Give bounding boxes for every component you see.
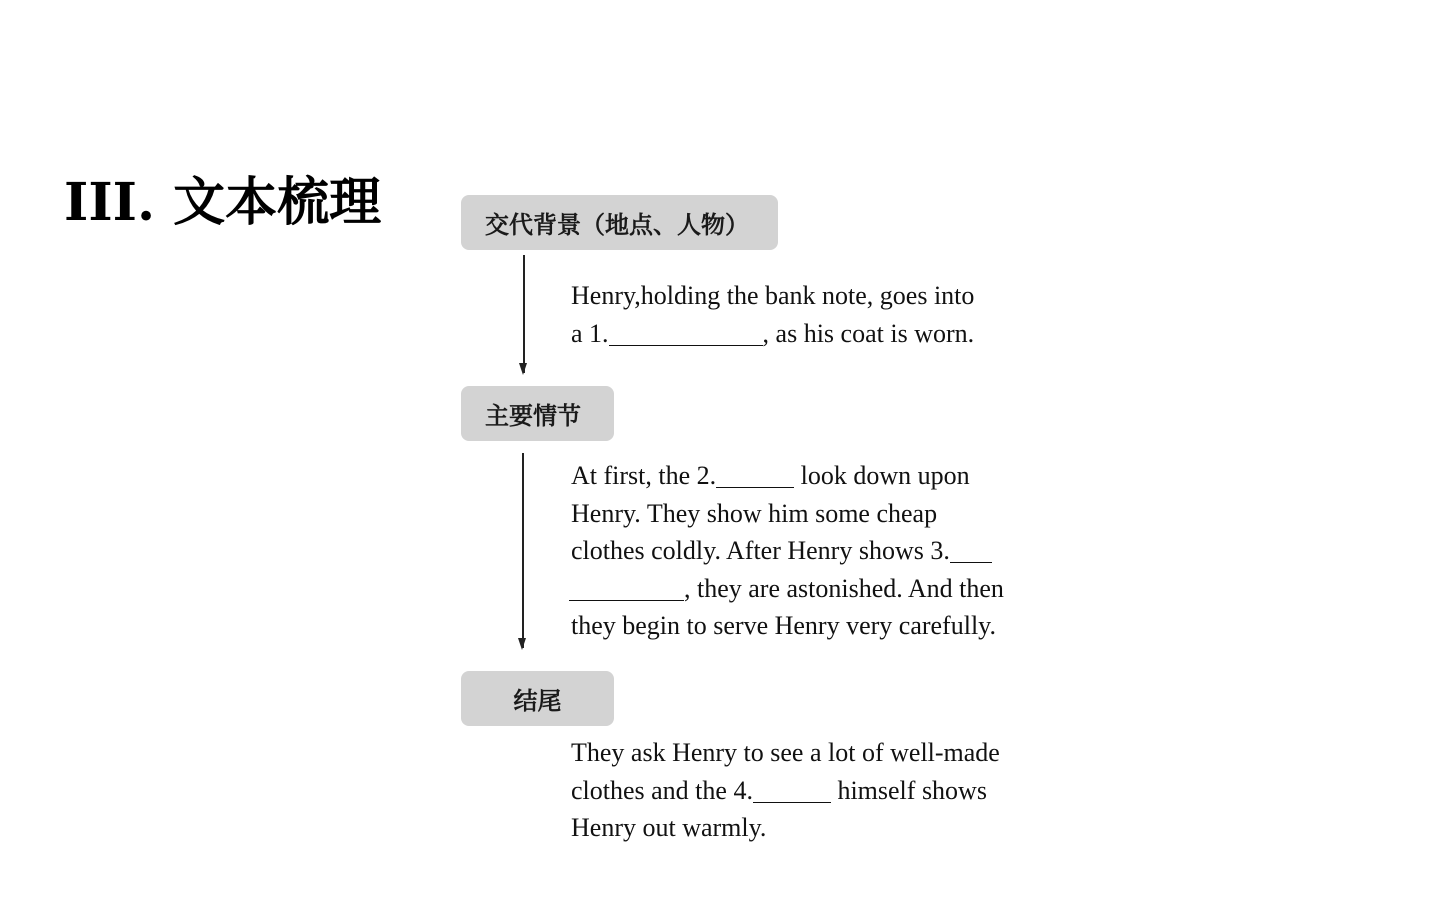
text-segment: , as his coat is worn. — [762, 318, 975, 348]
blank-2 — [716, 462, 794, 488]
text-segment: Henry out warmly. — [571, 813, 767, 842]
text-segment: himself shows — [830, 775, 987, 805]
flow-arrow — [522, 453, 524, 648]
paragraph-background — [571, 277, 974, 352]
text-line — [571, 457, 1004, 495]
section-label-text: 交代背景（地点、人物） — [485, 211, 749, 239]
text-line — [569, 570, 1004, 608]
blank-3 — [950, 537, 992, 563]
paragraph-ending — [571, 734, 1000, 847]
text-segment: clothes coldly. After Henry shows 3. — [571, 536, 950, 565]
text-line — [571, 607, 1004, 645]
section-label-text: 结尾 — [513, 687, 562, 715]
section-label-ending — [461, 671, 614, 726]
page-title: III. 文本梳理 — [64, 172, 382, 233]
text-line — [571, 277, 974, 315]
blank-3-cont — [569, 575, 684, 601]
text-segment: They ask Henry to see a lot of well-made — [571, 738, 1000, 767]
section-label-text: 主要情节 — [485, 402, 581, 430]
text-segment: look down upon — [794, 461, 970, 490]
text-segment: they begin to serve Henry very carefully. — [571, 611, 996, 640]
section-label-main-plot — [461, 386, 614, 441]
text-segment: Henry. They show him some cheap — [571, 498, 938, 528]
flow-arrow — [523, 255, 525, 373]
text-line — [571, 809, 1000, 847]
blank-4 — [753, 777, 831, 803]
section-label-background — [461, 195, 778, 250]
text-line — [571, 772, 1000, 810]
text-segment: Henry,holding the bank note, goes into — [571, 281, 975, 310]
text-line — [571, 532, 1004, 570]
text-segment: , they are astonished. And then — [684, 573, 1004, 603]
text-line — [571, 734, 1000, 772]
paragraph-main-plot — [571, 457, 1004, 645]
blank-1 — [609, 320, 763, 346]
text-segment: a 1. — [571, 318, 609, 348]
text-line — [571, 315, 974, 353]
text-line — [571, 495, 1004, 533]
text-segment: clothes and the 4. — [571, 775, 753, 805]
text-segment: At first, the 2. — [571, 461, 717, 490]
